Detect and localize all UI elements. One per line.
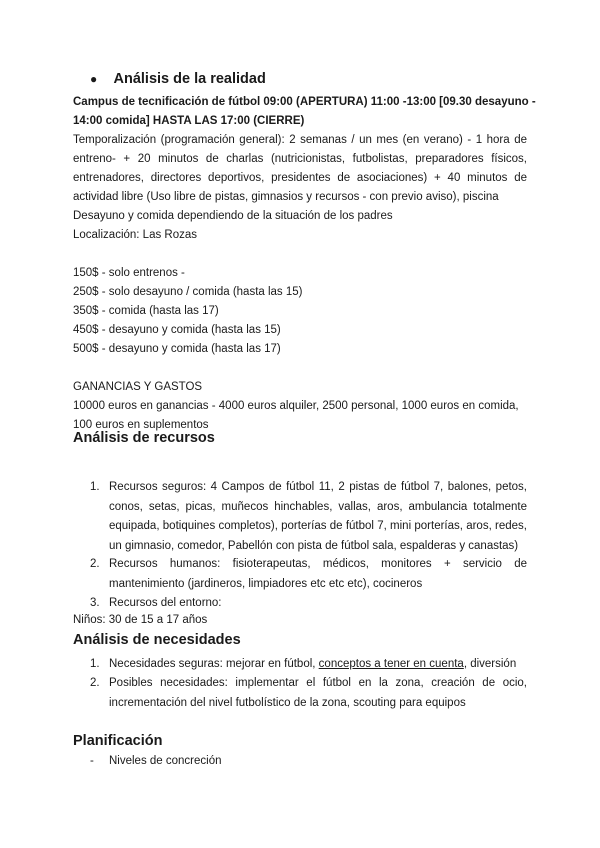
list-item: [90, 555, 527, 594]
list-item-text: Recursos humanos: fisioterapeutas, médicos, monitores + servicio de mantenimiento (jardineros, limpiadores etc etc etc), cocineros: [109, 558, 527, 590]
campus-schedule-line-2: 14:00 comida] HASTA LAS 17:00 (CIERRE): [73, 115, 305, 127]
ganancias-title: GANANCIAS Y GASTOS: [73, 381, 203, 393]
price-line: 150$ - solo entrenos -: [73, 267, 185, 279]
campus-schedule-line-1: Campus de tecnificación de fútbol 09:00 (APERTURA) 11:00 -13:00 [09.30 desayuno -: [73, 96, 536, 108]
section-heading-necesidades: Análisis de necesidades: [73, 632, 241, 648]
list-number: 3.: [90, 597, 100, 609]
list-item-text: Posibles necesidades: implementar el fútbol en la zona, creación de ocio, incrementación del nivel futbolístico de la zona, scouting para equipos: [109, 677, 527, 709]
list-item-text: [109, 655, 527, 675]
dash-bullet: -: [90, 755, 94, 767]
desayuno-line: Desayuno y comida dependiendo de la situación de los padres: [73, 210, 393, 222]
price-line: 350$ - comida (hasta las 17): [73, 305, 219, 317]
list-item: [90, 655, 527, 675]
list-number: 1.: [90, 658, 100, 670]
list-item: [90, 478, 527, 556]
price-line: 250$ - solo desayuno / comida (hasta las 15): [73, 286, 303, 298]
temporalizacion-paragraph: Temporalización (programación general): 2 semanas / un mes (en verano) - 1 hora de entreno- + 20 minutos de charlas (nutricionistas, futbolistas, preparadores físicos, entrenadores, directores deportivos, presidentes de asociaciones) + 40 minutos de actividad libre (Uso libre de pistas, gimnasios y recursos - con previo aviso), piscina: [73, 134, 527, 203]
list-item: [90, 752, 527, 772]
ganancias-text: 10000 euros en ganancias - 4000 euros alquiler, 2500 personal, 1000 euros en comida, 100 euros en suplementos: [73, 400, 519, 431]
list-item-text: Recursos del entorno:: [109, 597, 222, 609]
heading-text: Análisis de la realidad: [113, 71, 266, 87]
text-segment: , diversión: [463, 658, 517, 670]
list-number: 2.: [90, 677, 100, 689]
section-heading-recursos: Análisis de recursos: [73, 430, 215, 446]
price-line: 450$ - desayuno y comida (hasta las 15): [73, 324, 281, 336]
price-line: 500$ - desayuno y comida (hasta las 17): [73, 343, 281, 355]
list-number: 1.: [90, 481, 100, 493]
section-heading-realidad: [90, 71, 266, 87]
bullet-icon: ●: [90, 72, 98, 86]
list-item: [90, 594, 527, 614]
list-item-text: Recursos seguros: 4 Campos de fútbol 11, 2 pistas de fútbol 7, balones, petos, conos, setas, picas, muñecos hinchables, vallas, aros, ambulancia totalmente equipada, botiquines completos), porterías de fútbol 7, mini porterías, aros, redes, un gimnasio, comedor, Pabellón con pista de fútbol sala, espalderas y canastas): [109, 481, 527, 552]
list-number: 2.: [90, 558, 100, 570]
conceptos-link[interactable]: conceptos a tener en cuenta: [318, 658, 464, 670]
text-segment: Necesidades seguras: mejorar en fútbol,: [109, 658, 319, 670]
list-item: [90, 674, 527, 713]
localizacion-line: Localización: Las Rozas: [73, 229, 198, 241]
ninos-line: Niños: 30 de 15 a 17 años: [73, 614, 208, 626]
list-item-text: Niveles de concreción: [109, 755, 222, 767]
section-heading-planificacion: Planificación: [73, 733, 163, 749]
